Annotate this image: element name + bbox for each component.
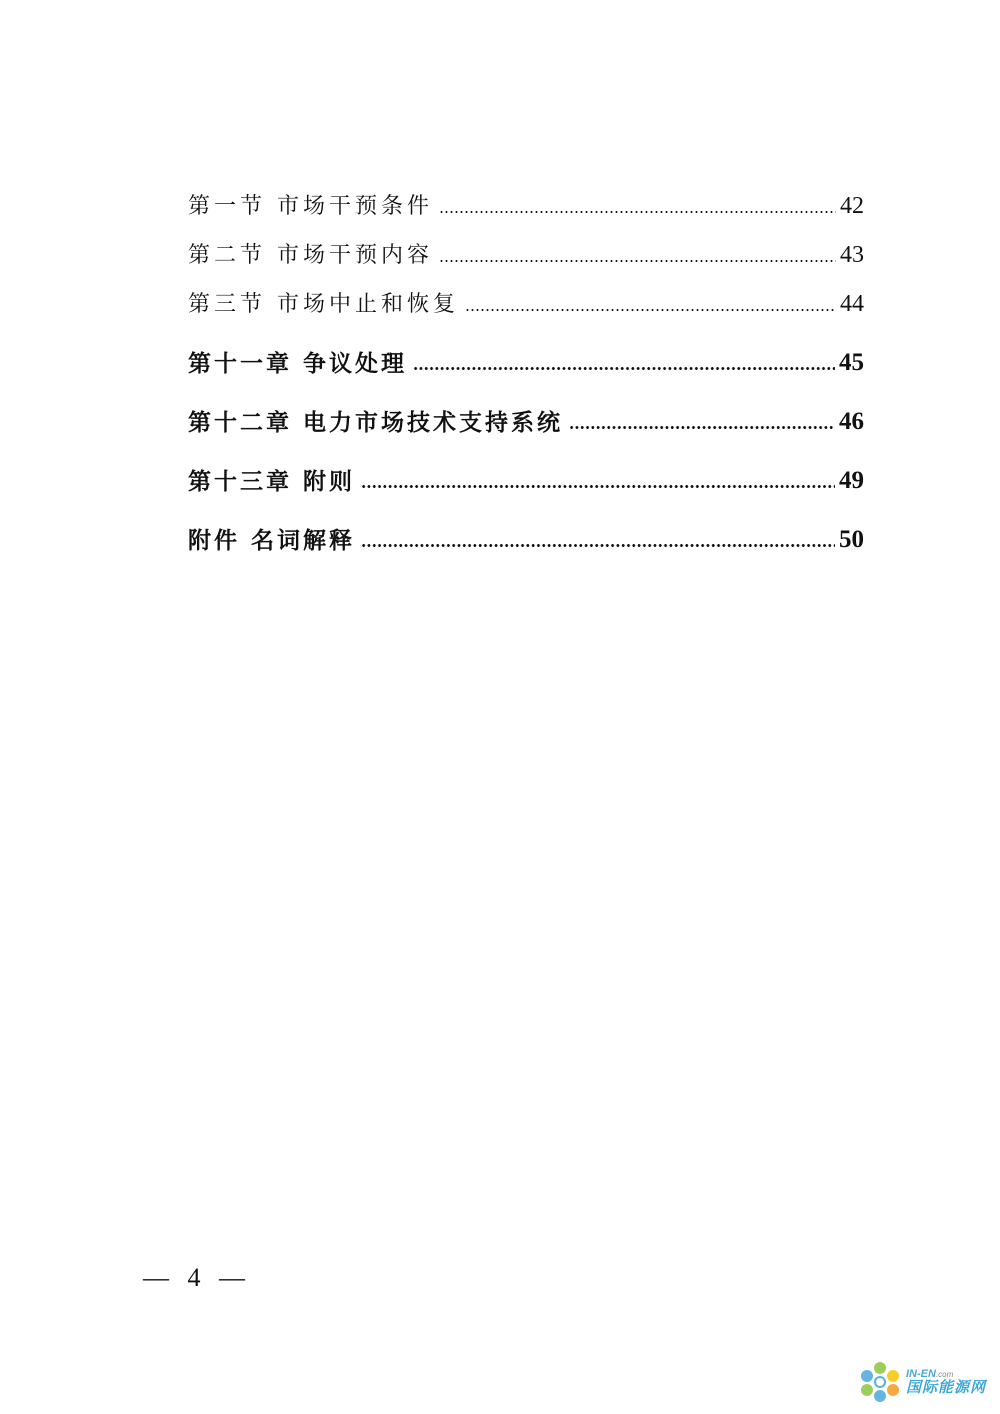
toc-entry-page: 43 <box>840 242 864 268</box>
toc-entry[interactable] <box>188 276 864 316</box>
toc-entry[interactable] <box>188 227 864 267</box>
watermark-brand-suffix: .com <box>935 1370 954 1379</box>
toc-entry-page: 44 <box>840 291 864 317</box>
dot-leader <box>361 544 835 547</box>
toc-entry[interactable] <box>188 333 864 375</box>
toc-entry-page: 49 <box>839 467 864 494</box>
toc-entry-title: 第二节 市场干预内容 <box>188 243 433 268</box>
dot-leader <box>465 309 836 311</box>
toc-entry-title: 第十一章 争议处理 <box>188 350 408 377</box>
dot-leader <box>569 426 835 429</box>
toc-entry[interactable] <box>188 451 864 493</box>
dot-leader <box>413 367 835 370</box>
toc-entry-title: 附件 名词解释 <box>188 527 356 554</box>
watermark-brand-en-text: IN-EN <box>905 1368 936 1380</box>
watermark-brand-cn: 国际能源网 <box>905 1378 986 1396</box>
toc-entry-title: 第一节 市场干预条件 <box>188 194 433 219</box>
toc-entry[interactable] <box>188 392 864 434</box>
toc-entry[interactable] <box>188 178 864 218</box>
toc-entry-page: 42 <box>840 193 864 219</box>
flower-logo-icon <box>858 1360 902 1404</box>
watermark-text <box>906 1369 986 1395</box>
toc-entry-page: 50 <box>839 526 864 553</box>
toc-entry-page: 45 <box>839 349 864 376</box>
table-of-contents <box>188 178 864 569</box>
dot-leader <box>439 211 836 213</box>
dot-leader <box>439 260 836 262</box>
page-number: — 4 — <box>143 1263 251 1292</box>
toc-entry-title: 第十三章 附则 <box>188 468 356 495</box>
toc-entry-title: 第三节 市场中止和恢复 <box>188 292 459 317</box>
watermark-logo <box>858 1360 986 1404</box>
toc-entry[interactable] <box>188 510 864 552</box>
dot-leader <box>361 485 835 488</box>
toc-entry-title: 第十二章 电力市场技术支持系统 <box>188 409 564 436</box>
toc-entry-page: 46 <box>839 408 864 435</box>
